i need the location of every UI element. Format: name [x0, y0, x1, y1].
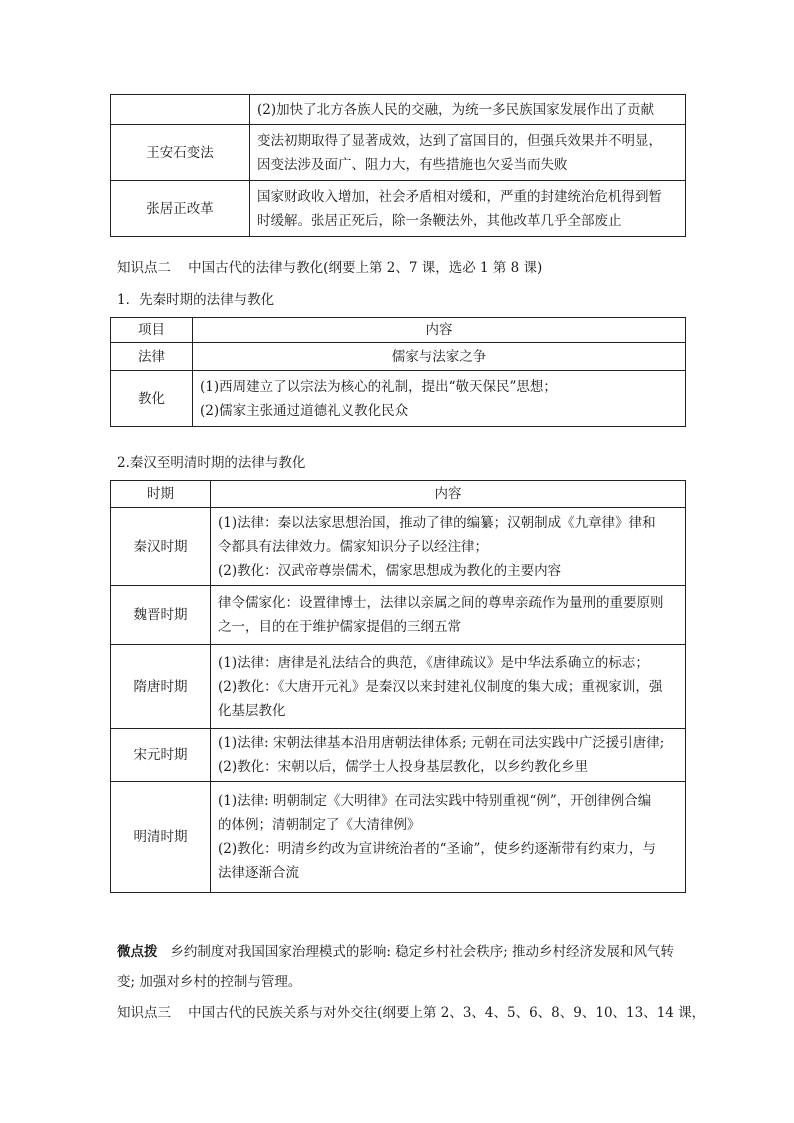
- content-line: (1)西周建立了以宗法为核心的礼制，提出“敬天保民”思想；: [200, 378, 557, 395]
- content-line: (2)加快了北方各族人民的交融，为统一多民族国家发展作出了贡献: [257, 101, 655, 118]
- tip-label: 微点拨: [117, 944, 158, 960]
- content-line: 变法初期取得了显著成效，达到了富国目的，但强兵效果并不明显，: [257, 132, 662, 149]
- table-row: [111, 125, 686, 181]
- table-row: [111, 371, 686, 427]
- content-line: (1)法律: 明朝制定《大明律》在司法实践中特别重视“例”，开创律例合编: [218, 793, 652, 809]
- row-name: 王安石变法: [111, 125, 250, 181]
- content-line: (2)教化：汉武帝尊崇儒术，儒家思想成为教化的主要内容: [218, 562, 562, 579]
- table-row: [111, 343, 686, 371]
- content-line: 儒家与法家之争: [391, 348, 487, 365]
- subsection-title: 1．先秦时期的法律与教化: [117, 292, 275, 308]
- qin-to-qing-table: [110, 480, 686, 893]
- row-content: [250, 125, 686, 181]
- table-row: [111, 508, 686, 586]
- content-line: 的体例；清朝制定了《大清律例》: [218, 817, 421, 833]
- section-heading: [117, 257, 542, 279]
- tip-text: 乡约制度对我国国家治理模式的影响: 稳定乡村社会秩序; 推动乡村经济发展和风气转变; 加强对乡村的控制与管理。: [117, 944, 675, 990]
- column-header: 项目: [111, 318, 193, 343]
- row-name: 教化: [111, 371, 193, 427]
- row-content: [193, 371, 686, 427]
- content-line: 因变法涉及面广、阻力大，有些措施也欠妥当而失败: [257, 156, 568, 173]
- table-row: [111, 586, 686, 645]
- table-header-row: [111, 481, 686, 508]
- row-content: [211, 729, 686, 782]
- table-row: [111, 95, 686, 125]
- section-heading: [117, 1002, 705, 1024]
- content-line: 之一，目的在于维护儒家提倡的三纲五常: [218, 619, 461, 635]
- section-title: 中国古代的法律与教化(纲要上第 2、7 课，选必 1 第 8 课): [188, 260, 543, 276]
- row-content: [193, 343, 686, 371]
- column-header: 内容: [193, 318, 686, 343]
- content-line: 令都具有法律效力。儒家知识分子以经注律；: [218, 538, 488, 555]
- section-label: 知识点三: [117, 1005, 171, 1021]
- row-name: 魏晋时期: [111, 586, 211, 645]
- table-header-row: [111, 318, 686, 343]
- row-content: [211, 586, 686, 645]
- row-content: [250, 181, 686, 237]
- content-line: (1)法律：秦以法家思想治国，推动了律的编纂；汉朝制成《九章律》律和: [218, 514, 656, 531]
- row-name: 法律: [111, 343, 193, 371]
- content-line: 时缓解。张居正死后，除一条鞭法外，其他改革几乎全部废止: [257, 212, 622, 229]
- content-line: 化基层教化: [218, 702, 286, 719]
- row-name: 张居正改革: [111, 181, 250, 237]
- content-line: (2)儒家主张通过道德礼义教化民众: [200, 402, 409, 419]
- row-content: [211, 508, 686, 586]
- section-title: 中国古代的民族关系与对外交往(纲要上第 2、3、4、5、6、8、9、10、13、14 课，: [188, 1005, 706, 1021]
- content-line: (1)法律：唐律是礼法结合的典范，《唐律疏议》是中华法系确立的标志；: [218, 654, 649, 671]
- row-name: 宋元时期: [111, 729, 211, 782]
- content-line: 律令儒家化：设置律博士，法律以亲属之间的尊卑亲疏作为量刑的重要原则: [218, 595, 664, 611]
- content-line: (1)法律: 宋朝法律基本沿用唐朝法律体系; 元朝在司法实践中广泛援引唐律;: [218, 735, 665, 751]
- content-line: (2)教化：《大唐开元礼》是秦汉以来封建礼仪制度的集大成；重视家训，强: [218, 678, 663, 695]
- row-content: [211, 782, 686, 893]
- row-content: [211, 645, 686, 729]
- row-name: 明清时期: [111, 782, 211, 893]
- table-row: [111, 645, 686, 729]
- tip-paragraph: [117, 937, 687, 997]
- row-name: 隋唐时期: [111, 645, 211, 729]
- section-label: 知识点二: [117, 260, 171, 276]
- table-row: [111, 729, 686, 782]
- content-line: (2)教化：宋朝以后，儒学士人投身基层教化，以乡约教化乡里: [218, 759, 589, 775]
- table-row: [111, 181, 686, 237]
- column-header: 时期: [111, 481, 211, 508]
- subsection-title: 2.秦汉至明清时期的法律与教化: [117, 455, 306, 471]
- content-line: 法律逐渐合流: [218, 865, 299, 881]
- content-line: (2)教化：明清乡约改为宣讲统治者的“圣谕”，使乡约逐渐带有约束力，与: [218, 841, 656, 857]
- row-name: [111, 95, 250, 125]
- reforms-table: [110, 94, 686, 237]
- row-content: [250, 95, 686, 125]
- pre-qin-table: [110, 317, 686, 427]
- row-name: 秦汉时期: [111, 508, 211, 586]
- content-line: 国家财政收入增加，社会矛盾相对缓和，严重的封建统治危机得到暂: [257, 188, 662, 205]
- column-header: 内容: [211, 481, 686, 508]
- table-row: [111, 782, 686, 893]
